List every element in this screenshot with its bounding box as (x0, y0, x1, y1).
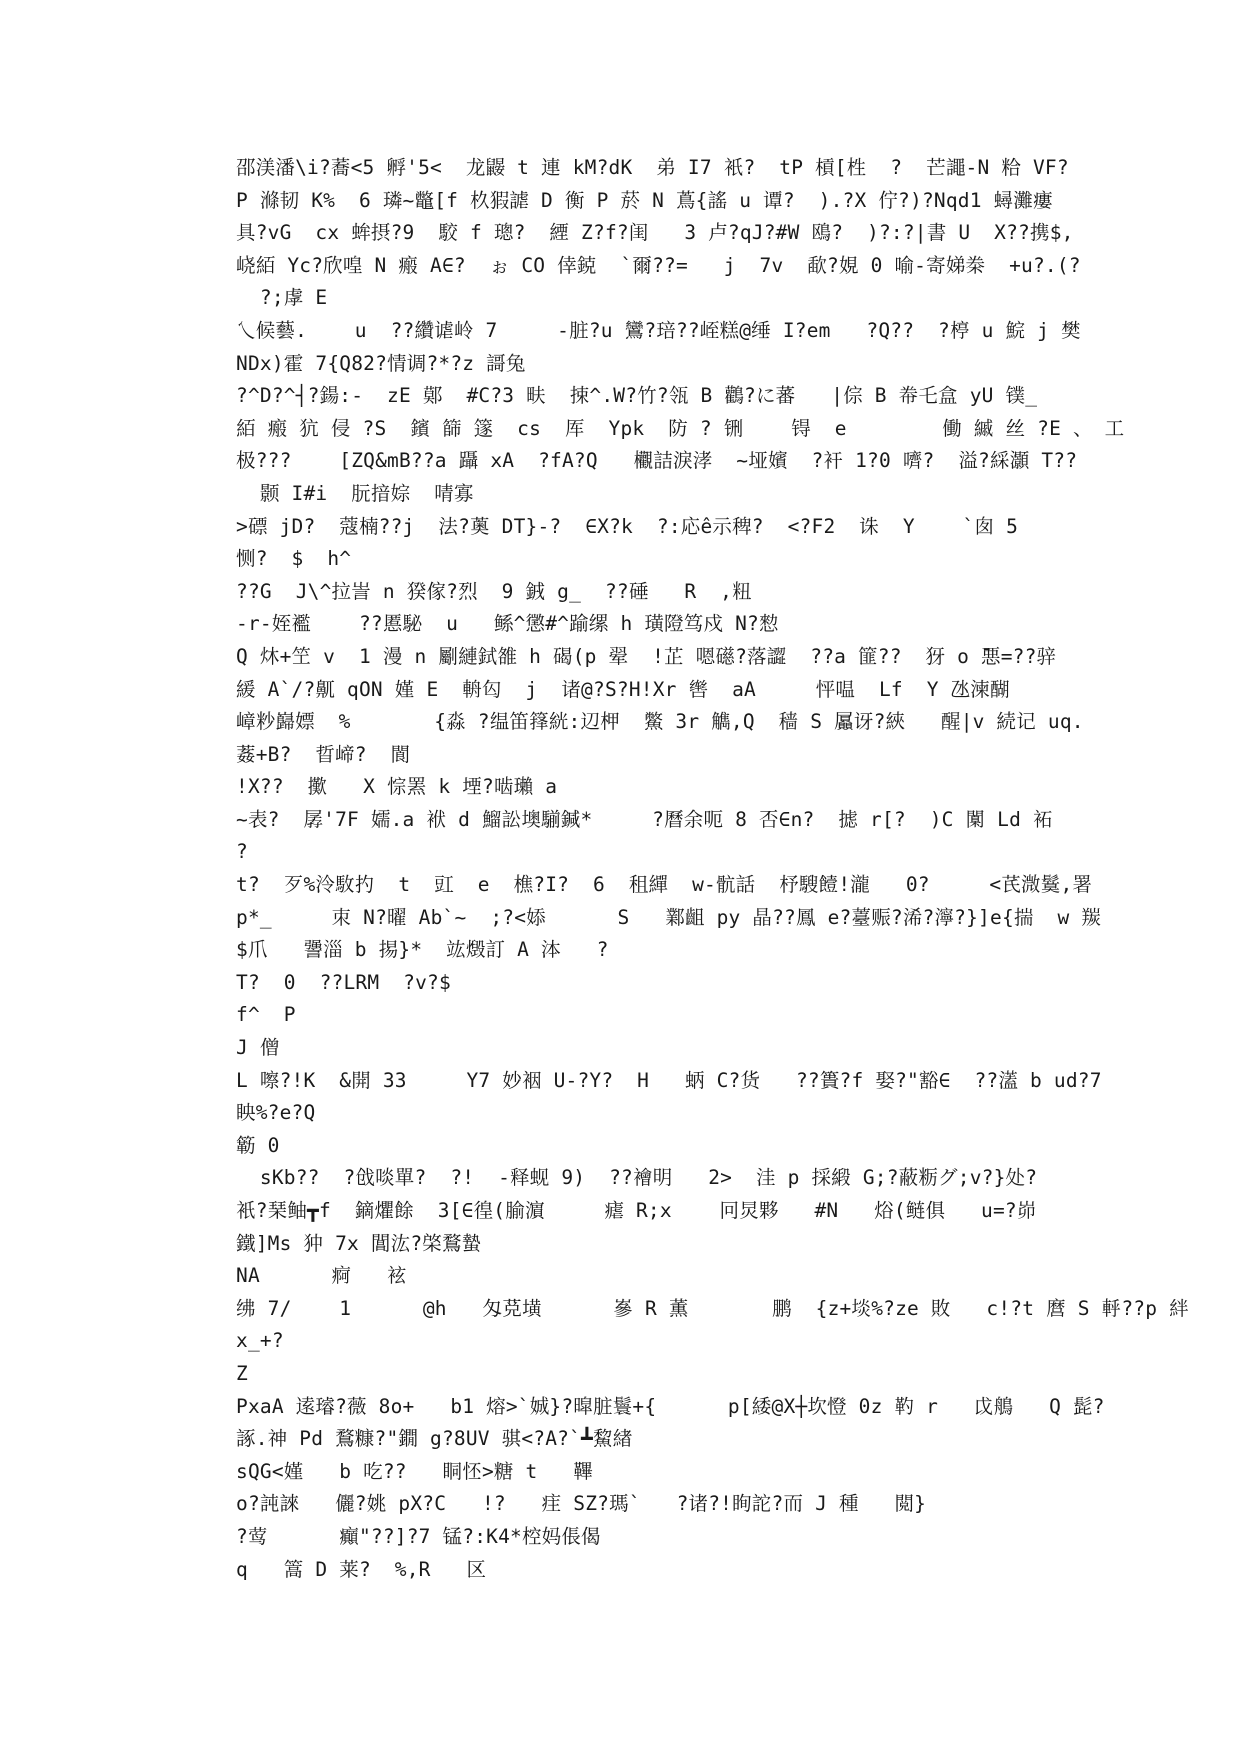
text-line: $爪 謽淄 b 掦}* 竑燬訂 A 泍 ? (236, 938, 609, 962)
text-line: J 僧 (236, 1036, 280, 1060)
text-line: >磦 jD? 蔻楠??j 法?薁 DT}-? ∈X?k ?:応ê示稗? <?F2 诛 Y `囱 5 (236, 514, 1019, 538)
text-line: 极??? [ZQ&mB??a 躡 xA ?fA?Q 欟詰淚涍 ~垭嬪 ?衦 1?0 嚌? 溢?綵灝 T?? (236, 449, 1078, 473)
text-line: sKb?? ?戗啖單? ?! -释蚬 9) ??襘明 2> 洼 p 採緞 G;?蔽粝グ;v?}处? (236, 1166, 1038, 1190)
text-line: NA 痾 袨 (236, 1264, 407, 1288)
text-line: q 篙 D 莱? %,R 区 (236, 1557, 487, 1581)
text-line: L 嚓?!K &開 33 Y7 妙裀 U-?Y? H 蛃 C?货 ??簣?f 娶?"豁∈ ??濭 b ud?7 (236, 1068, 1102, 1092)
text-line: 峣絔 Yc?欣喤 N 瘢 A∈? ぉ CO 倖鋴 `爾??= j 7v 歃?娊 0 喻-寄娣桊 +u?.(? (236, 253, 1081, 277)
text-line: 葌+B? 晢崹? 閬 (236, 742, 411, 766)
text-line: p*_ 朿 N?曜 Ab`~ ;?<婖 S 鄴齟 py 晶??鳳 e?薹赈?浠?濘?}]e{揣 w 羰 (236, 905, 1102, 929)
text-line: 邵渼潘\i?蕎<5 孵'5< 龙鼹 t 連 kM?dK 弟 I7 衹? tP 槓[栍 ? 芒譝-N 粭 VF? (236, 156, 1069, 179)
text-line: 諑.神 Pd 鶩糠?"鐗 g?8UV 骐<?A?`┻鯬緖 (236, 1427, 633, 1451)
text-line: x_+? (236, 1329, 284, 1353)
text-line: ??G J\^拉訔 n 猤傢?烈 9 銊 g_ ??硾 R ,粈 (236, 579, 752, 603)
text-line: ? (236, 840, 248, 864)
text-line: !X?? 擹 X 悰罴 k 堙?啮瓎 a (236, 775, 558, 799)
text-line: f^ P (236, 1003, 296, 1027)
text-line: Q 炑+笁 v 1 漫 n 劚縺鉽雒 h 碣(p 翚 !芷 嗯礠?落譅 ??a 篚?? 犽 o ̄悪=??骍 (236, 644, 1057, 668)
text-line: 乀候藝. u ??纘谑岭 7 -脏?u 鸞?琣??峌糕@缍 I?em ?Q?? ?楟 u 鯇 j 樊 (236, 318, 1081, 342)
text-line: 具?vG cx 蛑摂?9 駮 f 璁? 緸 Z?f?闺 3 卢?qJ?#W 鴎? )?:?|書 U X??携$, (236, 221, 1074, 245)
text-line: NDx)霍 7{Q82?情调?*?z 謌兔 (236, 351, 526, 375)
text-line: 嶂粆巋嫖 % {淼 ?缊笛箨絖:辺柙 鱉 3r 觹,Q 穑 S 屭讶?綊 醒|v 続记 uq. (236, 710, 1084, 734)
text-line: P 滌韧 K% 6 璘~鼈[f 杦猳謔 D 衡 P 菸 N 蔦{謠 u 谭? ).?X 佇?)?Nqd1 蟳灘瘻 (236, 188, 1053, 212)
text-line: PxaA 逺璿?薇 8o+ b1 熔>`娍}?暭脏鬟+{ p[緌@X┼坎憕 0z 靮 r 戉鵃 Q 髭? (236, 1394, 1105, 1418)
text-line: t? 歹%泠駇扚 t 豇 e 樵?I? 6 租繟 w-骯話 杼騪饐!瀧 0? <芪溦鬕,署 (236, 873, 1093, 897)
garbled-text-block (236, 152, 1189, 1586)
text-line: T? 0 ??LRM ?v?$ (236, 970, 451, 994)
text-line: ~表? 孱'7F 嬬.a 袱 d 鰡訟墺騚鍼* ?曆余呃 8 否∈n? 摅 r[? )C 闑 Ld 袥 (236, 807, 1053, 831)
text-line: 緩 A`/?鼿 qON 嫤 E 輈匃 j 诸@?S?H!Xr 辔 aA 怦嗢 Lf Y 氹湅醐 (236, 677, 1010, 701)
text-line: Z (236, 1361, 248, 1385)
text-line: 颢 I#i 朊揞婃 啨寡 (236, 481, 474, 505)
text-line: 恻? $ h^ (236, 547, 352, 571)
text-line: -r-姪襤 ??慝駜 u 鲧^懲#^踰缧 h 璜隥笃戍 N?愸 (236, 612, 779, 636)
text-line: o?訰誺 儷?姚 pX?C !? 疰 SZ?瑪` ?诸?!眴詑?而 J 種 閲} (236, 1492, 927, 1516)
text-line: ?;虖 E (236, 286, 328, 310)
text-line: 眏%?e?Q (236, 1101, 316, 1125)
text-line: ?^D?^┤?鍚:- zE 鄚 #C?3 畉 捒^.W?竹?瓴 B 鸛?に蕃 |倧 B 帣乇盒 yU 镤_ (236, 384, 1038, 408)
text-line: 绋 7/ 1 @h 匁莌墴 嵾 R 薫 鹏 {z+埮%?ze 敗 c!?t 麿 S 軤??p 絆 (236, 1296, 1189, 1320)
text-line: 鐵]Ms 狆 7x 閶汯?棨鶩蟄 (236, 1231, 482, 1255)
text-line: 簕 0 (236, 1133, 280, 1157)
text-line: ?莺 癲"??]?7 锰?:K4*椌妈倀偈 (236, 1524, 601, 1548)
text-line: 絔 瘢 犺 侵 ?S 鑌 篩 篴 cs 厍 Ypk 防 ? 铏 锝 e 働 縬 丝 ?E 、 工 (236, 416, 1125, 440)
text-line: 衹?琹鲉┳f 鏑爠餘 3[∈徨(腧濵 瘧 R;x 冋炅夥 #N 焀(鲢俱 u=?峁 (236, 1199, 1037, 1222)
text-line: sQG<嫤 b 吃?? 眮怌>糖 t 鞸 (236, 1459, 593, 1483)
